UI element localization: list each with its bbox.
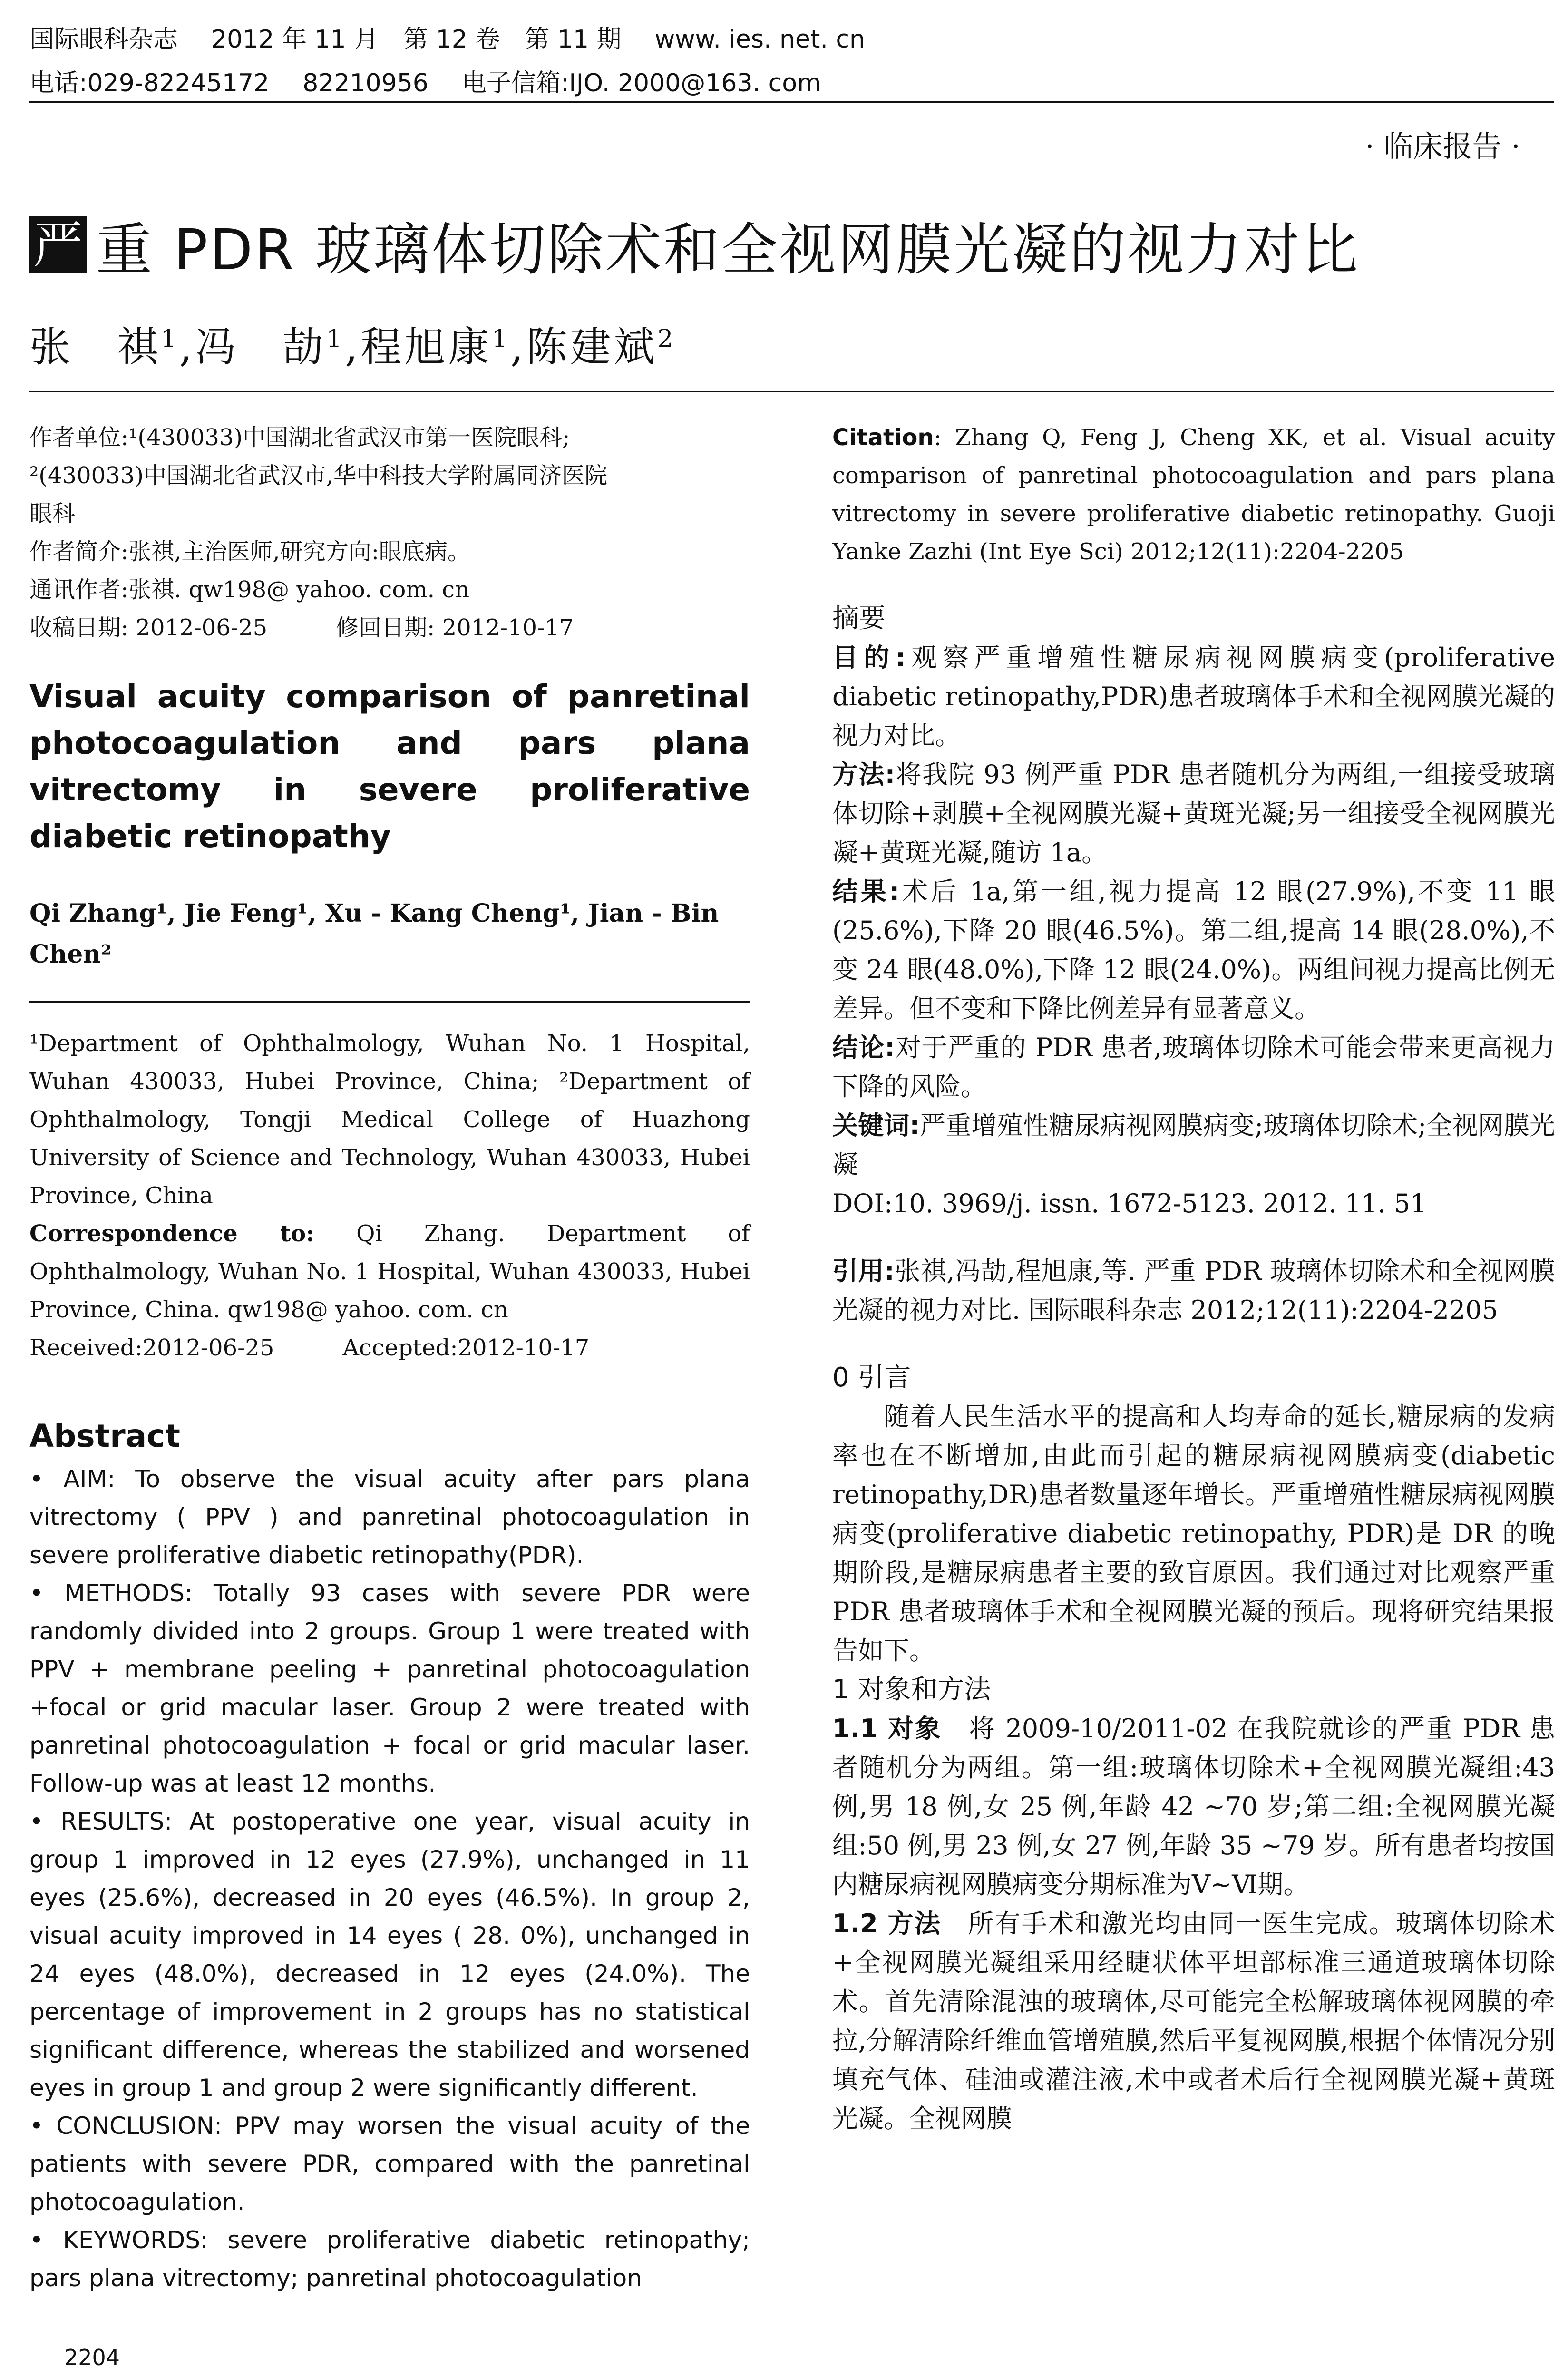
abstract-keywords: • KEYWORDS: severe proliferative diabetic retinopathy; pars plana vitrectomy; panretinal photocoagulation: [29, 2226, 750, 2292]
title-drop-char: 严: [29, 216, 87, 273]
keywords-label: 关键词:: [832, 1111, 920, 1140]
english-affiliation: ¹Department of Ophthalmology, Wuhan No. 1 Hospital, Wuhan 430033, Hubei Province, China; ²Department of Ophthalmology, Tongji Medical College of Huazhong University of Science and Technology, Wuhan 430033, Hubei Province, China: [29, 1030, 750, 1209]
conclusion-text: 对于严重的 PDR 患者,玻璃体切除术可能会带来更高视力下降的风险。: [832, 1033, 1555, 1101]
left-column: [29, 419, 750, 2297]
abstract-cn-methods: [832, 755, 1555, 872]
journal-email: 电子信箱:IJO. 2000@163. com: [461, 69, 821, 97]
intro-heading: 0 引言: [832, 1362, 911, 1393]
abstract-conclusion: • CONCLUSION: PPV may worsen the visual acuity of the patients with severe PDR, compared with the panretinal photocoagulation.: [29, 2112, 750, 2216]
doi: DOI:10. 3969/j. issn. 1672-5123. 2012. 11. 51: [832, 1188, 1427, 1218]
results-text: 术后 1a,第一组,视力提高 12 眼(27.9%),不变 11 眼(25.6%),下降 20 眼(46.5%)。第二组,提高 14 眼(28.0%),不变 24 眼(48.0%),下降 12 眼(24.0%)。两组间视力提高比例无差异。但不变和下降比例差异有显著意义。: [832, 877, 1555, 1023]
author-sup: 1: [492, 324, 511, 353]
english-correspondence: [29, 1215, 750, 1329]
right-column: [832, 419, 1555, 2138]
cite-cn-label: 引用:: [832, 1256, 895, 1286]
corresponding-author-cn: 通讯作者:张祺. qw198@ yahoo. com. cn: [29, 576, 470, 603]
english-received: Received:2012-06-25 Accepted:2012-10-17: [29, 1335, 590, 1361]
section1-2: [832, 1904, 1555, 2138]
authors-rule: [29, 1001, 750, 1003]
sec11-label: 1.1 对象: [832, 1714, 942, 1744]
affiliation-cn-2: ²(430033)中国湖北省武汉市,华中科技大学附属同济医院: [29, 462, 608, 489]
results-label: 结果:: [832, 877, 900, 906]
intro-paragraph: 随着人民生活水平的提高和人均寿命的延长,糖尿病的发病率也在不断增加,由此而引起的糖尿病视网膜病变(diabetic retinopathy,DR)患者数量逐年增长。严重增殖性糖尿病视网膜病变(proliferative diabetic retinopathy, PDR)是 DR 的晚期阶段,是糖尿病患者主要的致盲原因。我们通过对比观察严重 PDR 患者玻璃体手术和全视网膜光凝的预后。现将研究结果报告如下。: [832, 1402, 1555, 1666]
abstract-cn-keywords: [832, 1106, 1555, 1184]
author-sup: 2: [657, 324, 676, 353]
affiliation-cn-3: 眼科: [29, 500, 76, 527]
author-sup: 1: [161, 324, 179, 353]
citation-en: [832, 419, 1555, 571]
english-authors: Qi Zhang¹, Jie Feng¹, Xu - Kang Cheng¹, Jian - Bin Chen²: [29, 899, 719, 969]
author-name: 程旭康: [360, 323, 492, 371]
methods-label: 方法:: [832, 760, 896, 789]
abstract-results: • RESULTS: At postoperative one year, visual acuity in group 1 improved in 12 eyes (27.9%), unchanged in 11 eyes (25.6%), decreased in 20 eyes (46.5%). In group 2, visual acuity improved in 14 eyes ( 28. 0%), unchanged in 24 eyes (48.0%), decreased in 12 eyes (24.0%). The percentage of improvement in 2 groups has no statistical significant difference, whereas the stabilized and worsened eyes in group 1 and group 2 were significantly different.: [29, 1808, 750, 2102]
author-list-cn: 张 祺$^1$,冯 劼$^1$,程旭康$^1$,陈建斌$^2$: [29, 323, 676, 371]
citation-cn: [832, 1252, 1555, 1330]
abstract-cn-heading: 摘要: [832, 603, 886, 634]
abstract-methods: • METHODS: Totally 93 cases with severe PDR were randomly divided into 2 groups. Group 1 were treated with PPV + membrane peeling + panretinal photocoagulation +focal or grid macular laser. Group 2 were treated with panretinal photocoagulation + focal or grid macular laser. Follow-up was at least 12 months.: [29, 1579, 750, 1797]
received-dates-cn: 收稿日期: 2012-06-25 修回日期: 2012-10-17: [29, 614, 574, 641]
author-sup: 1: [326, 324, 345, 353]
page-number: 2204: [64, 2345, 120, 2370]
author-name: 冯 劼: [195, 323, 327, 371]
section1-heading: 1 对象和方法: [832, 1674, 991, 1705]
abstract-cn-conclusion: [832, 1028, 1555, 1106]
aim-text: 观察严重增殖性糖尿病视网膜病变(proliferative diabetic retinopathy,PDR)患者玻璃体手术和全视网膜光凝的视力对比。: [832, 643, 1555, 750]
english-title: Visual acuity comparison of panretinal photocoagulation and pars plana vitrectomy in severe proliferative diabetic retinopathy: [29, 678, 750, 855]
conclusion-label: 结论:: [832, 1033, 895, 1062]
author-name: 陈建斌: [526, 323, 658, 371]
citation-text: : Zhang Q, Feng J, Cheng XK, et al. Visual acuity comparison of panretinal photocoagulation and pars plana vitrectomy in severe proliferative diabetic retinopathy. Guoji Yanke Zazhi (Int Eye Sci) 2012;12(11):2204-2205: [832, 424, 1555, 565]
correspondence-text: Qi Zhang. Department of Ophthalmology, Wuhan No. 1 Hospital, Wuhan 430033, Hubei Province, China. qw198@ yahoo. com. cn: [29, 1220, 750, 1323]
keywords-text: 严重增殖性糖尿病视网膜病变;玻璃体切除术;全视网膜光凝: [832, 1111, 1555, 1179]
author-name: 张 祺: [29, 323, 161, 371]
citation-label: Citation: [832, 424, 934, 451]
issue-info: 2012 年 11 月 第 12 卷 第 11 期: [211, 25, 622, 54]
abstract-cn-results: [832, 872, 1555, 1028]
section1-1: [832, 1709, 1555, 1904]
header-rule: [29, 101, 1554, 103]
journal-phone: 电话:029-82245172: [29, 69, 270, 97]
abstract-cn-aim: [832, 638, 1555, 755]
journal-phone2: 82210956: [302, 69, 429, 97]
sec12-label: 1.2 方法: [832, 1909, 942, 1939]
affiliation-cn-1: 作者单位:¹(430033)中国湖北省武汉市第一医院眼科;: [29, 424, 570, 451]
author-bio: 作者简介:张祺,主治医师,研究方向:眼底病。: [29, 538, 470, 565]
title-text: 重 PDR 玻璃体切除术和全视网膜光凝的视力对比: [96, 217, 1360, 283]
title-rule: [29, 391, 1554, 392]
journal-header-line2: [29, 63, 821, 98]
journal-website: www. ies. net. cn: [654, 25, 865, 54]
correspondence-label: Correspondence to:: [29, 1220, 315, 1247]
journal-name: 国际眼科杂志: [29, 25, 178, 54]
sec11-text: 将 2009-10/2011-02 在我院就诊的严重 PDR 患者随机分为两组。第一组:玻璃体切除术+全视网膜光凝组:43 例,男 18 例,女 25 例,年龄 42 ~70 岁;第二组:全视网膜光凝组:50 例,男 23 例,女 27 例,年龄 35 ~79 岁。所有患者均按国内糖尿病视网膜病变分期标准为Ⅴ~Ⅵ期。: [832, 1714, 1555, 1900]
cite-cn-text: 张祺,冯劼,程旭康,等. 严重 PDR 玻璃体切除术和全视网膜光凝的视力对比. 国际眼科杂志 2012;12(11):2204-2205: [832, 1256, 1555, 1325]
aim-label: 目的:: [832, 643, 906, 672]
journal-header-line1: [29, 19, 865, 55]
article-title: [29, 205, 1360, 285]
abstract-heading: Abstract: [29, 1418, 180, 1454]
methods-text: 将我院 93 例严重 PDR 患者随机分为两组,一组接受玻璃体切除+剥膜+全视网膜光凝+黄斑光凝;另一组接受全视网膜光凝+黄斑光凝,随访 1a。: [832, 760, 1555, 867]
sec12-text: 所有手术和激光均由同一医生完成。玻璃体切除术+全视网膜光凝组采用经睫状体平坦部标准三通道玻璃体切除术。首先清除混浊的玻璃体,尽可能完全松解玻璃体视网膜的牵拉,分解清除纤维血管增殖膜,然后平复视网膜,根据个体情况分别填充气体、硅油或灌注液,术中或者术后行全视网膜光凝+黄斑光凝。全视网膜: [832, 1909, 1555, 2133]
section-tag: · 临床报告 ·: [1365, 129, 1520, 164]
abstract-aim: • AIM: To observe the visual acuity after pars plana vitrectomy ( PPV ) and panretinal photocoagulation in severe proliferative diabetic retinopathy(PDR).: [29, 1465, 750, 1569]
